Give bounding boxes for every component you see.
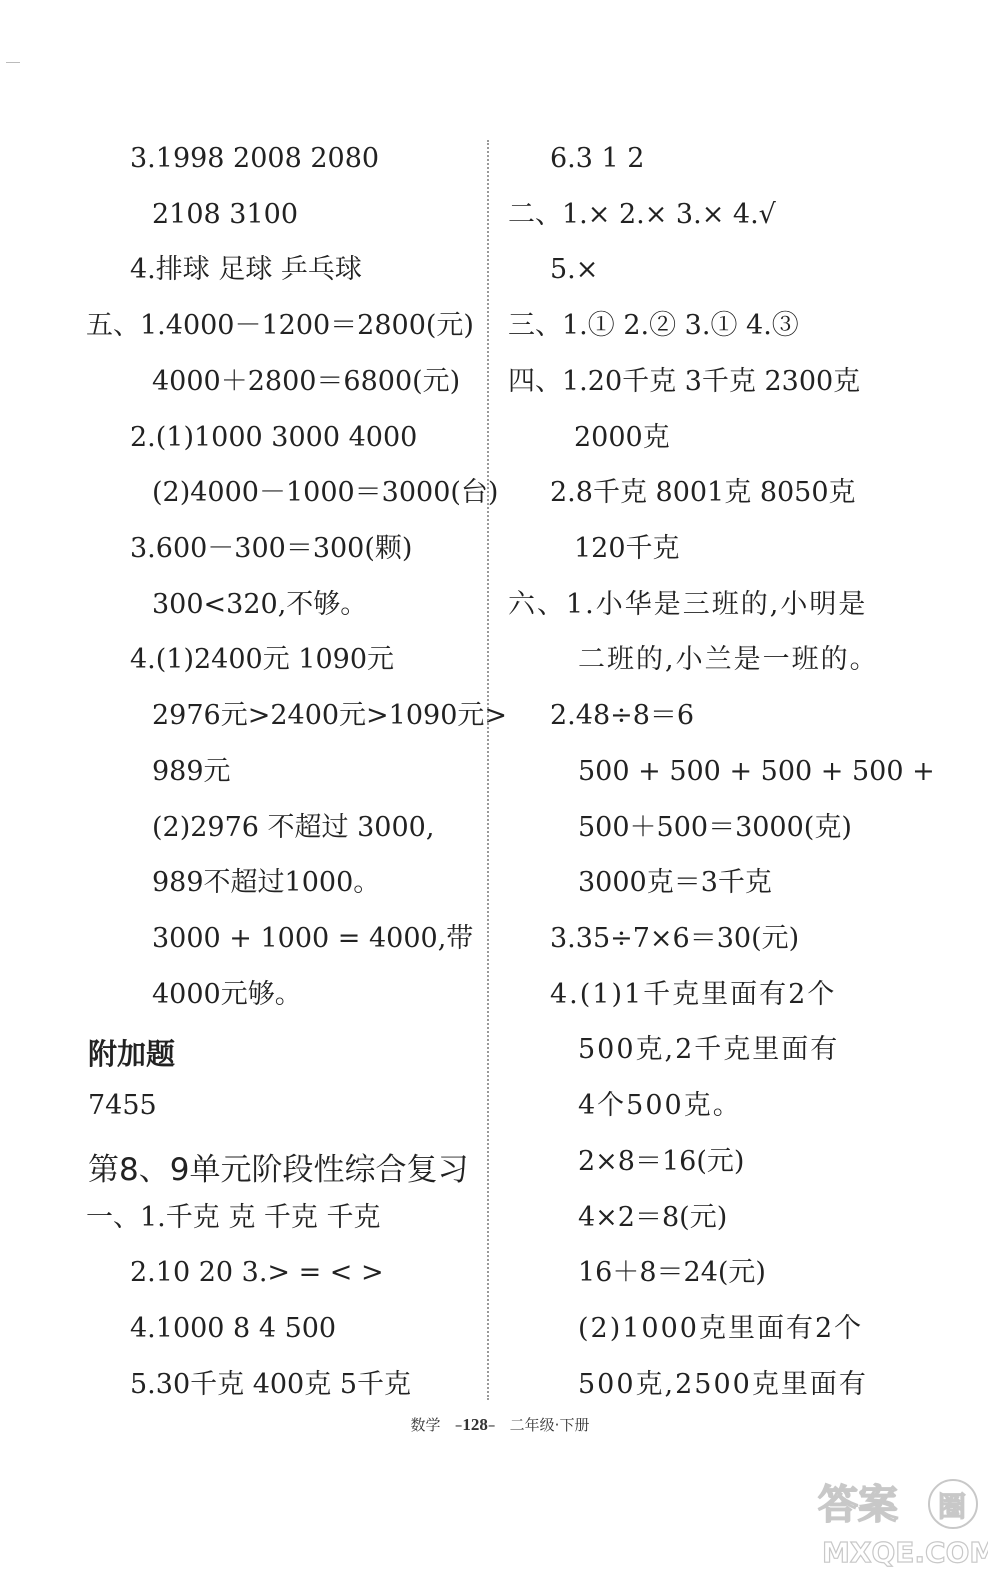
right-line-0: 6.3 1 2 — [550, 143, 645, 174]
page-number: 128 — [462, 1415, 488, 1434]
right-line-3: 三、1.① 2.② 3.① 4.③ — [508, 310, 799, 341]
right-line-4: 四、1.20千克 3千克 2300克 — [508, 366, 861, 397]
right-line-15: 4.(1)1千克里面有2个 — [550, 979, 837, 1010]
extra-question-answer: 7455 — [88, 1090, 157, 1121]
extra-question-title: 附加题 — [88, 1037, 176, 1071]
page-footer: 数学 –128– 二年级·下册 — [410, 1415, 590, 1434]
column-divider — [487, 140, 489, 1400]
left-line-9: 4.(1)2400元 1090元 — [130, 644, 395, 675]
left-line-2: 4.排球 足球 乒乓球 — [130, 254, 362, 285]
right-line-8: 六、1.小华是三班的,小明是 — [508, 589, 868, 620]
left-line-15: 4000元够。 — [152, 979, 302, 1010]
right-line-14: 3.35÷7×6＝30(元) — [550, 923, 800, 954]
corner-mark — [6, 62, 20, 63]
left-line-12: (2)2976 不超过 3000, — [152, 812, 435, 843]
footer-grade: 二年级·下册 — [509, 1416, 590, 1434]
left-line-0: 3.1998 2008 2080 — [130, 143, 380, 174]
left-line-1: 2108 3100 — [152, 199, 299, 230]
left-line-11: 989元 — [152, 756, 231, 787]
right-line-22: 500克,2500克里面有 — [578, 1369, 868, 1400]
review-line-2: 4.1000 8 4 500 — [130, 1313, 337, 1344]
left-line-8: 300<320,不够。 — [152, 589, 368, 620]
watermark — [808, 1470, 988, 1570]
left-line-7: 3.600－300＝300(颗) — [130, 533, 413, 564]
svg-text:答案: 答案 — [818, 1482, 898, 1528]
right-line-17: 4个500克。 — [578, 1090, 742, 1121]
right-line-19: 4×2＝8(元) — [578, 1202, 728, 1233]
review-line-0: 一、1.千克 克 千克 千克 — [86, 1202, 381, 1233]
review-line-1: 2.10 20 3.> = < > — [130, 1257, 384, 1288]
right-line-13: 3000克＝3千克 — [578, 867, 772, 898]
right-line-2: 5.× — [550, 254, 599, 285]
right-line-11: 500 + 500 + 500 + 500 + — [578, 756, 935, 787]
review-section-title: 第8、9单元阶段性综合复习 — [88, 1152, 469, 1188]
right-line-16: 500克,2千克里面有 — [578, 1034, 840, 1065]
right-line-20: 16＋8＝24(元) — [578, 1257, 766, 1288]
left-line-14: 3000 + 1000 = 4000,带 — [152, 923, 474, 954]
right-line-10: 2.48÷8＝6 — [550, 700, 695, 731]
left-line-3: 五、1.4000－1200＝2800(元) — [86, 310, 474, 341]
left-line-4: 4000＋2800＝6800(元) — [152, 366, 461, 397]
right-line-5: 2000克 — [574, 422, 670, 453]
right-line-6: 2.8千克 8001克 8050克 — [550, 477, 856, 508]
left-line-13: 989不超过1000。 — [152, 867, 381, 898]
svg-text:MXQE.COM: MXQE.COM — [822, 1536, 988, 1569]
right-line-9: 二班的,小兰是一班的。 — [578, 644, 879, 675]
left-line-6: (2)4000－1000＝3000(台) — [152, 477, 499, 508]
svg-text:圈: 圈 — [938, 1490, 967, 1523]
left-line-10: 2976元>2400元>1090元> — [152, 700, 508, 731]
right-line-12: 500＋500＝3000(克) — [578, 812, 852, 843]
watermark-logo-icon — [808, 1470, 988, 1570]
left-line-5: 2.(1)1000 3000 4000 — [130, 422, 418, 453]
right-line-21: (2)1000克里面有2个 — [578, 1313, 864, 1344]
right-line-18: 2×8＝16(元) — [578, 1146, 745, 1177]
footer-subject: 数学 — [410, 1416, 441, 1434]
right-line-1: 二、1.× 2.× 3.× 4.√ — [508, 199, 776, 230]
right-line-7: 120千克 — [574, 533, 680, 564]
review-line-3: 5.30千克 400克 5千克 — [130, 1369, 411, 1400]
